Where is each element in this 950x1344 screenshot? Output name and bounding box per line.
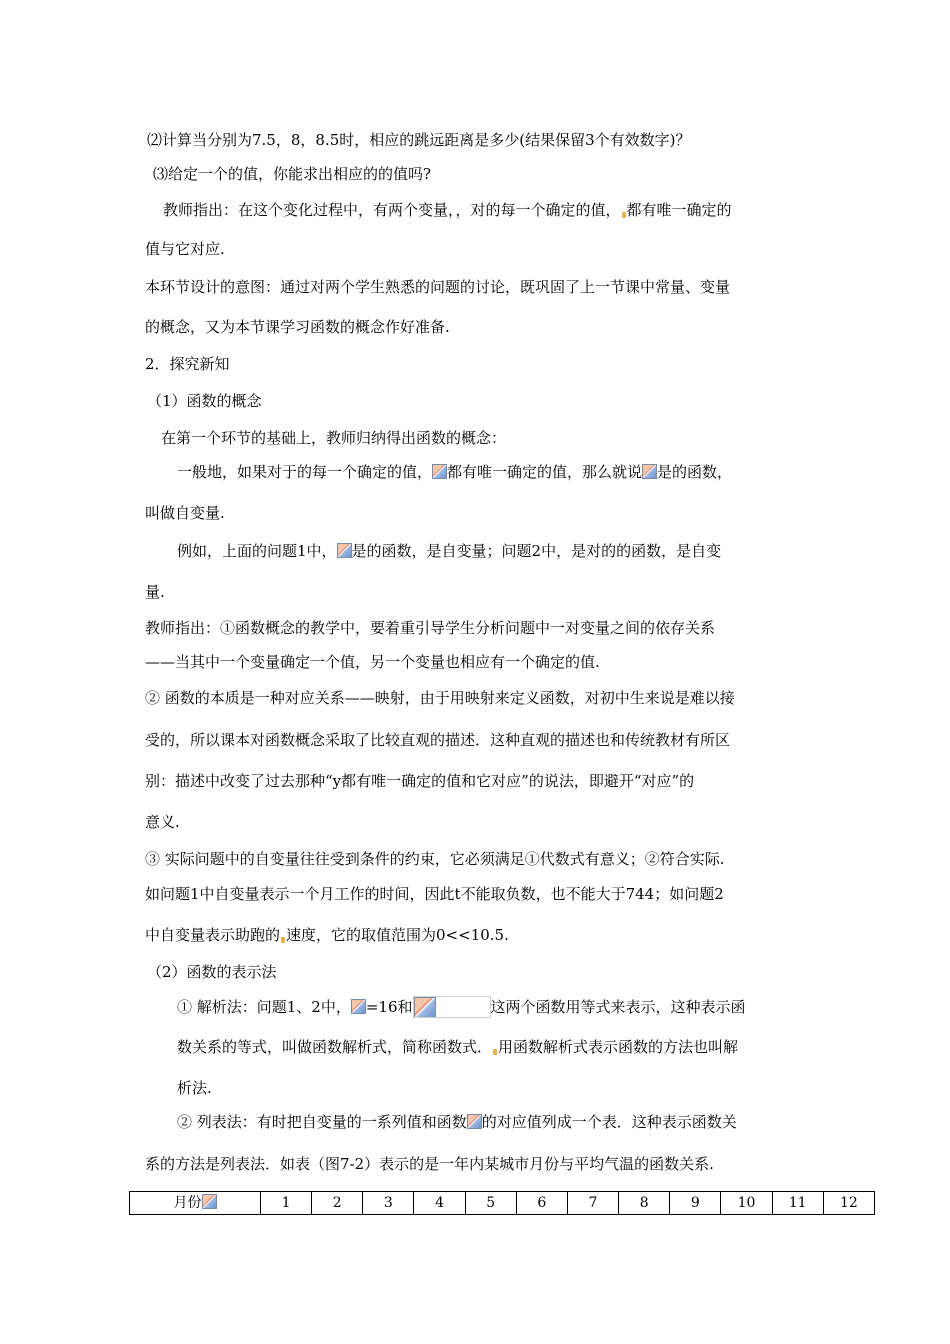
table-cell: 7 (567, 1192, 618, 1215)
table-row (130, 1192, 875, 1215)
paragraph-line (145, 925, 509, 945)
table-cell: 8 (619, 1192, 670, 1215)
text-fragment: ② 列表法：有时把自变量的一系列值和函数 (177, 1113, 467, 1131)
section-heading: 2．探究新知 (145, 355, 230, 373)
paragraph-line: 意义. (145, 813, 180, 831)
question-3-line: ⑶给定一个的值，你能求出相应的的值吗? (153, 165, 432, 183)
edit-mark-icon (281, 937, 285, 943)
text-fragment: 用函数解析式表示函数的方法也叫解 (498, 1038, 739, 1056)
subsection-heading: （2）函数的表示法 (147, 963, 277, 981)
formula-image-icon (413, 996, 491, 1018)
paragraph-line: 别：描述中改变了过去那种“y都有唯一确定的值和它对应”的说法，即避开“对应”的 (145, 772, 695, 790)
table-method-line (177, 1112, 737, 1132)
text-fragment: 例如，上面的问题1中， (177, 542, 337, 560)
subsection-heading: （1）函数的概念 (147, 392, 262, 410)
paragraph-line: 教师指出：①函数概念的教学中，要着重引导学生分析问题中一对变量之间的依存关系 (145, 619, 716, 637)
month-temperature-table (129, 1191, 875, 1215)
text-fragment: 的对应值列成一个表．这种表示函数关 (481, 1113, 737, 1131)
paragraph-line: 在第一个环节的基础上，教师归纳得出函数的概念： (161, 429, 507, 447)
table-header-cell (130, 1192, 261, 1215)
text-fragment: 都有唯一确定的 (626, 201, 732, 219)
text-fragment: 教师指出：在这个变化过程中，有两个变量，，对的每一个确定的值， (163, 201, 621, 219)
paragraph-line: 析法. (177, 1079, 212, 1097)
table-cell: 10 (721, 1192, 772, 1215)
formula-image-icon (642, 464, 657, 479)
text-fragment: 数关系的等式，叫做函数解析式，简称函数式． (177, 1038, 493, 1056)
formula-image-icon (337, 543, 352, 558)
paragraph-line: 如问题1中自变量表示一个月工作的时间，因此t不能取负数，也不能大于744；如问题2 (145, 885, 724, 903)
edit-mark-icon (493, 1049, 497, 1055)
paragraph-line: 叫做自变量. (145, 504, 225, 522)
paragraph-line: ——当其中一个变量确定一个值，另一个变量也相应有一个确定的值. (145, 653, 600, 671)
paragraph-line: 受的，所以课本对函数概念采取了比较直观的描述．这种直观的描述也和传统教材有所区 (145, 731, 731, 749)
formula-image-icon (432, 464, 447, 479)
paragraph-line: 值与它对应. (145, 240, 225, 258)
formula-image-icon (467, 1114, 482, 1129)
table-cell: 2 (312, 1192, 363, 1215)
paragraph-line: 系的方法是列表法．如表（图7-2）表示的是一年内某城市月份与平均气温的函数关系. (145, 1155, 714, 1173)
formula-image-thumb (414, 997, 436, 1018)
text-fragment: =16和 (365, 998, 413, 1016)
teacher-note-line (163, 200, 732, 220)
table-cell: 3 (363, 1192, 414, 1215)
header-label: 月份 (173, 1195, 202, 1211)
paragraph-line: ③ 实际问题中的自变量往往受到条件的约束，它必须满足①代数式有意义；②符合实际. (145, 850, 725, 868)
table-cell: 12 (823, 1192, 874, 1215)
text-fragment: 一般地，如果对于的每一个确定的值， (177, 463, 433, 481)
paragraph-line: 本环节设计的意图：通过对两个学生熟悉的问题的讨论，既巩固了上一节课中常量、变量 (145, 278, 731, 296)
question-2-line: ⑵计算当分别为7.5，8，8.5时，相应的跳远距离是多少(结果保留3个有效数字)？ (147, 131, 691, 149)
text-fragment: 速度，它的取值范围为0<<10.5. (286, 926, 509, 944)
table-cell: 5 (465, 1192, 516, 1215)
example-line (177, 541, 721, 561)
text-fragment: 中自变量表示助跑的 (145, 926, 281, 944)
table-cell: 9 (670, 1192, 721, 1215)
definition-line (177, 462, 732, 482)
text-fragment: 是的函数，是自变量；问题2中，是对的的函数，是自变 (351, 542, 722, 560)
text-fragment: 这两个函数用等式来表示，这种表示函 (490, 998, 746, 1016)
text-fragment: ① 解析法：问题1、2中， (177, 998, 351, 1016)
edit-mark-icon (622, 212, 626, 218)
analytic-method-line (177, 996, 746, 1018)
text-fragment: 是的函数， (657, 463, 733, 481)
paragraph-line: ② 函数的本质是一种对应关系——映射，由于用映射来定义函数，对初中生来说是难以接 (145, 689, 735, 707)
paragraph-line (177, 1037, 738, 1057)
formula-image-icon (351, 999, 366, 1014)
text-fragment: 都有唯一确定的值，那么就说 (447, 463, 643, 481)
formula-image-icon (202, 1194, 217, 1209)
table-cell: 1 (261, 1192, 312, 1215)
table-cell: 4 (414, 1192, 465, 1215)
paragraph-line: 的概念，又为本节课学习函数的概念作好准备. (145, 318, 450, 336)
paragraph-line: 量. (145, 583, 165, 601)
table-cell: 11 (772, 1192, 823, 1215)
table-cell: 6 (516, 1192, 567, 1215)
